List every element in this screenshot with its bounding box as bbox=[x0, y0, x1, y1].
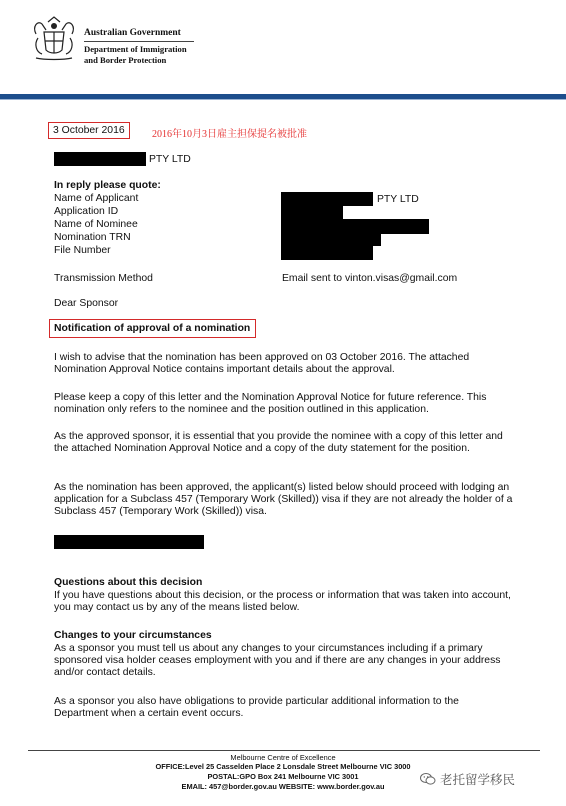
coat-of-arms-icon bbox=[28, 14, 80, 64]
questions-heading: Questions about this decision bbox=[54, 577, 203, 588]
date-annotation: 2016年10月3日雇主担保提名被批准 bbox=[152, 129, 307, 140]
field-label-application-id: Application ID bbox=[54, 206, 119, 217]
field-value-applicant: PTY LTD bbox=[377, 194, 419, 205]
gov-title: Australian Government bbox=[84, 28, 181, 38]
field-label-nominee: Name of Nominee bbox=[54, 219, 138, 230]
paragraph-keep-copy: Please keep a copy of this letter and the Nomination Approval Notice for future reference. This nomination only refers to the nominee and the position outlined in this application. bbox=[54, 392, 487, 415]
paragraph-proceed: As the nomination has been approved, the applicant(s) listed below should proceed with lodging an application for a Subclass 457 (Temporary Work (Skilled)) visa if they are not already the holder of a Subclass 457 (Temporary Work (Skilled)) visa. bbox=[54, 482, 513, 517]
redaction-applicant bbox=[281, 192, 373, 206]
company-suffix: PTY LTD bbox=[149, 154, 191, 165]
footer-line-2: OFFICE:Level 25 Casselden Place 2 Lonsdale Street Melbourne VIC 3000 bbox=[155, 762, 411, 771]
field-label-applicant: Name of Applicant bbox=[54, 193, 139, 204]
footer-line-1: Melbourne Centre of Excellence bbox=[230, 753, 336, 762]
paragraph-sponsor: As the approved sponsor, it is essential that you provide the nominee with a copy of this letter and the attached Nomination Approval Notice and a copy of the duty statement for the position. bbox=[54, 431, 503, 454]
paragraph-approval: I wish to advise that the nomination has been approved on 03 October 2016. The attached Nomination Approval Notice contains important details about the approval. bbox=[54, 352, 470, 375]
changes-text: As a sponsor you must tell us about any changes to your circumstances including if a primary sponsored visa holder ceases employment with you and if there are any changes in your address and/or contact details. bbox=[54, 643, 501, 678]
reply-heading: In reply please quote: bbox=[54, 180, 161, 191]
watermark bbox=[420, 770, 515, 788]
obligations-text: As a sponsor you also have obligations to provide particular additional information to the Department when a certain event occurs. bbox=[54, 696, 459, 719]
watermark-text: 老托留学移民 bbox=[440, 773, 516, 787]
field-label-trn: Nomination TRN bbox=[54, 232, 131, 243]
redaction-trn bbox=[281, 233, 381, 246]
footer-line-3: POSTAL:GPO Box 241 Melbourne VIC 3001 bbox=[207, 772, 359, 781]
redaction-applicants-list bbox=[54, 535, 204, 549]
header-rule bbox=[84, 41, 194, 42]
redaction-company bbox=[54, 152, 146, 166]
transmission-label: Transmission Method bbox=[54, 273, 153, 284]
redaction-nominee bbox=[281, 219, 429, 234]
field-label-file-number: File Number bbox=[54, 245, 111, 256]
footer-rule bbox=[28, 750, 540, 751]
transmission-value: Email sent to vinton.visas@gmail.com bbox=[282, 273, 458, 284]
dept-line-2: and Border Protection bbox=[84, 55, 167, 65]
header-bar-shadow bbox=[0, 99, 566, 100]
department-name bbox=[84, 44, 187, 66]
wechat-icon bbox=[420, 772, 436, 786]
changes-heading: Changes to your circumstances bbox=[54, 630, 212, 641]
dept-line-1: Department of Immigration bbox=[84, 44, 187, 54]
letter-date: 3 October 2016 bbox=[48, 122, 130, 139]
redaction-file-number bbox=[281, 246, 373, 260]
redaction-application-id bbox=[281, 206, 343, 219]
questions-text: If you have questions about this decision, or the process or information that was taken into account, you may contact us by any of the means listed below. bbox=[54, 590, 511, 613]
footer-line-4: EMAIL: 457@border.gov.au WEBSITE: www.border.gov.au bbox=[181, 782, 385, 791]
salutation: Dear Sponsor bbox=[54, 298, 119, 309]
notice-title: Notification of approval of a nomination bbox=[49, 319, 256, 338]
